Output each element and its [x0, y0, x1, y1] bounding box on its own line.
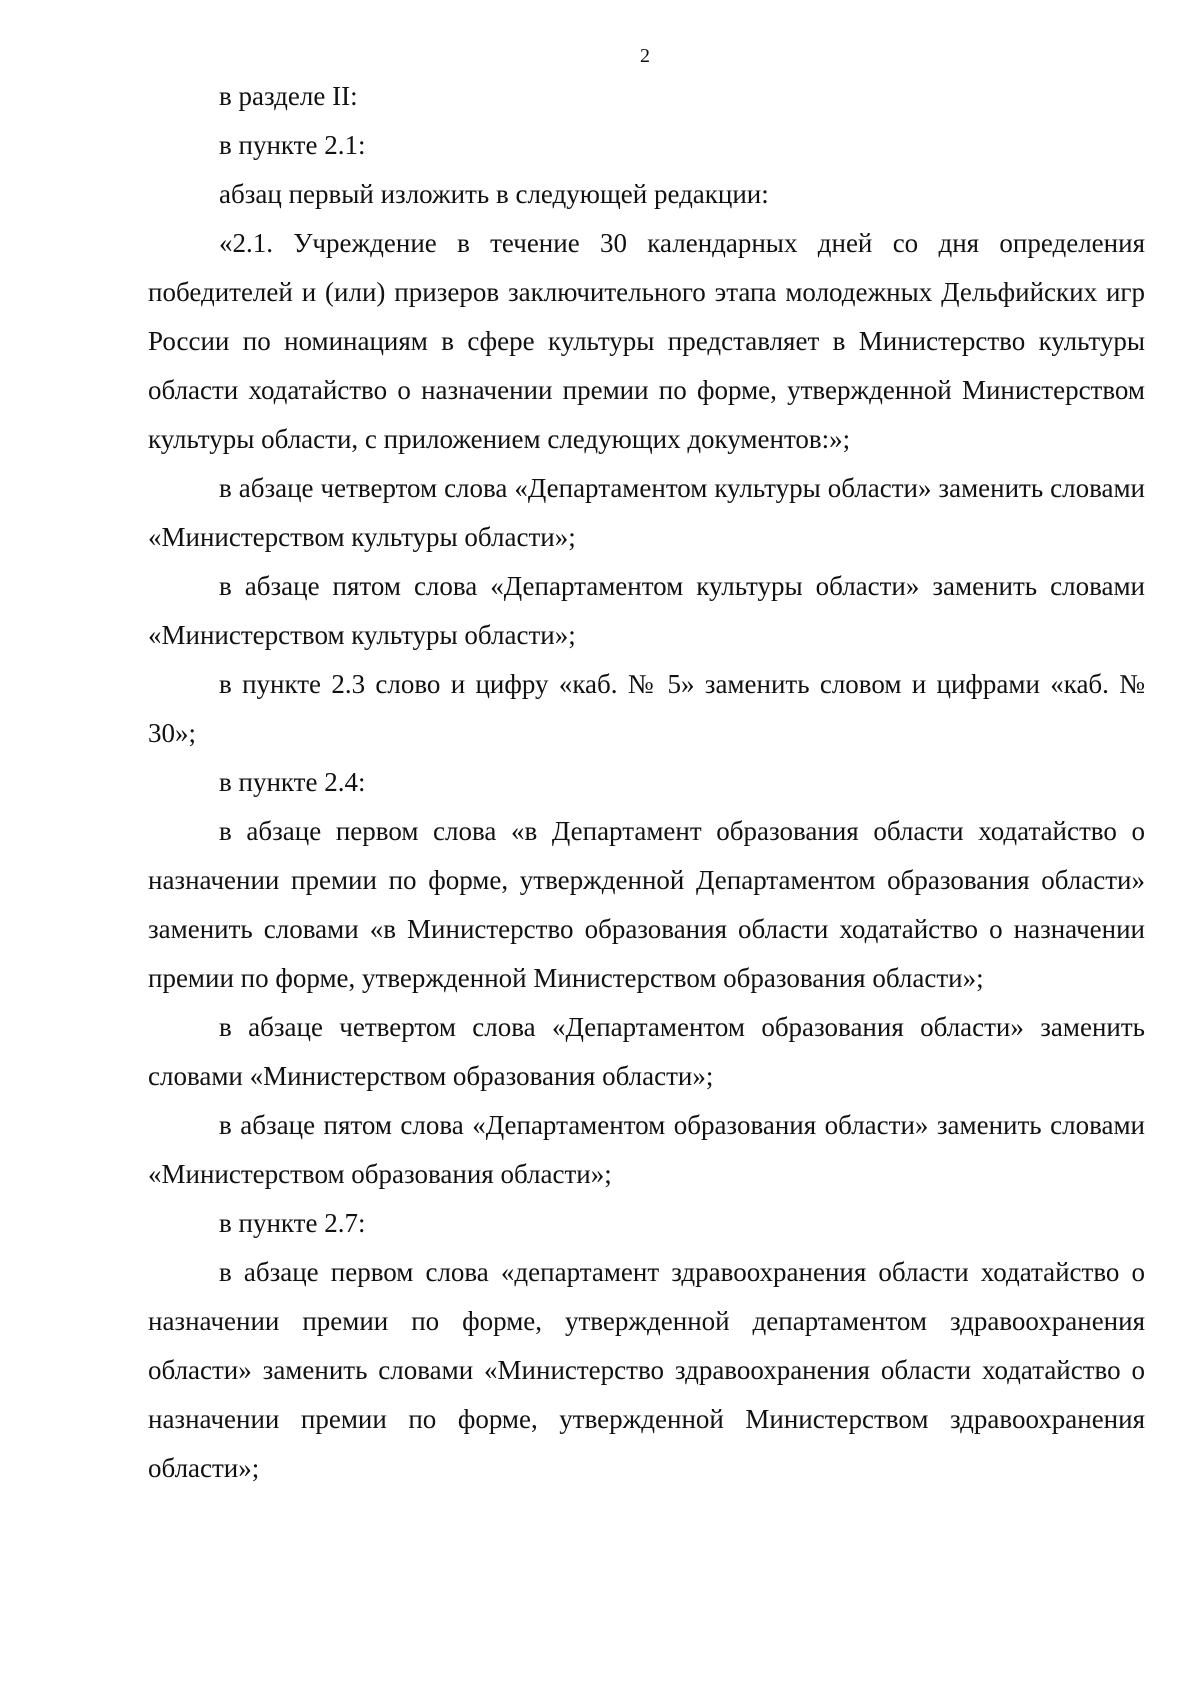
paragraph-section-ii: в разделе II: — [219, 81, 358, 111]
paragraph-fourth-abzac-culture: в абзаце четвертом слова «Департаментом культуры области» заменить словами «Министерством культуры области»; — [148, 473, 1145, 552]
paragraph-fifth-abzac-education: в абзаце пятом слова «Департаментом образования области» заменить словами «Министерством образования области»; — [148, 1110, 1145, 1189]
page-number: 2 — [640, 45, 650, 67]
paragraph-first-abzac-health: в абзаце первом слова «департамент здравоохранения области ходатайство о назначении премии по форме, утвержденной департаментом здравоохранения области» заменить словами «Министерство здравоохранения области ходатайство о назначении премии по форме, утвержденной Министерством здравоохранения области»; — [148, 1257, 1145, 1483]
paragraph-item-2-7: в пункте 2.7: — [219, 1208, 366, 1238]
paragraph-first-abzac-edit: абзац первый изложить в следующей редакции: — [219, 179, 769, 209]
paragraph-first-abzac-education: в абзаце первом слова «в Департамент образования области ходатайство о назначении премии по форме, утвержденной Департаментом образования области» заменить словами «в Министерство образования области ходатайство о назначении премии по форме, утвержденной Министерством образования области»; — [148, 816, 1145, 993]
paragraph-fifth-abzac-culture: в абзаце пятом слова «Департаментом культуры области» заменить словами «Министерством культуры области»; — [148, 571, 1145, 650]
paragraph-item-2-1: в пункте 2.1: — [219, 130, 366, 160]
document-body — [148, 72, 1145, 1493]
paragraph-item-2-4: в пункте 2.4: — [219, 767, 366, 797]
paragraph-item-2-3: в пункте 2.3 слово и цифру «каб. № 5» заменить словом и цифрами «каб. № 30»; — [148, 669, 1145, 748]
paragraph-quote-2-1: «2.1. Учреждение в течение 30 календарных дней со дня определения победителей и (или) призеров заключительного этапа молодежных Дельфийских игр России по номинациям в сфере культуры представляет в Министерство культуры области ходатайство о назначении премии по форме, утвержденной Министерством культуры области, с приложением следующих документов:»; — [148, 228, 1145, 454]
paragraph-fourth-abzac-education: в абзаце четвертом слова «Департаментом образования области» заменить словами «Министерством образования области»; — [148, 1012, 1145, 1091]
